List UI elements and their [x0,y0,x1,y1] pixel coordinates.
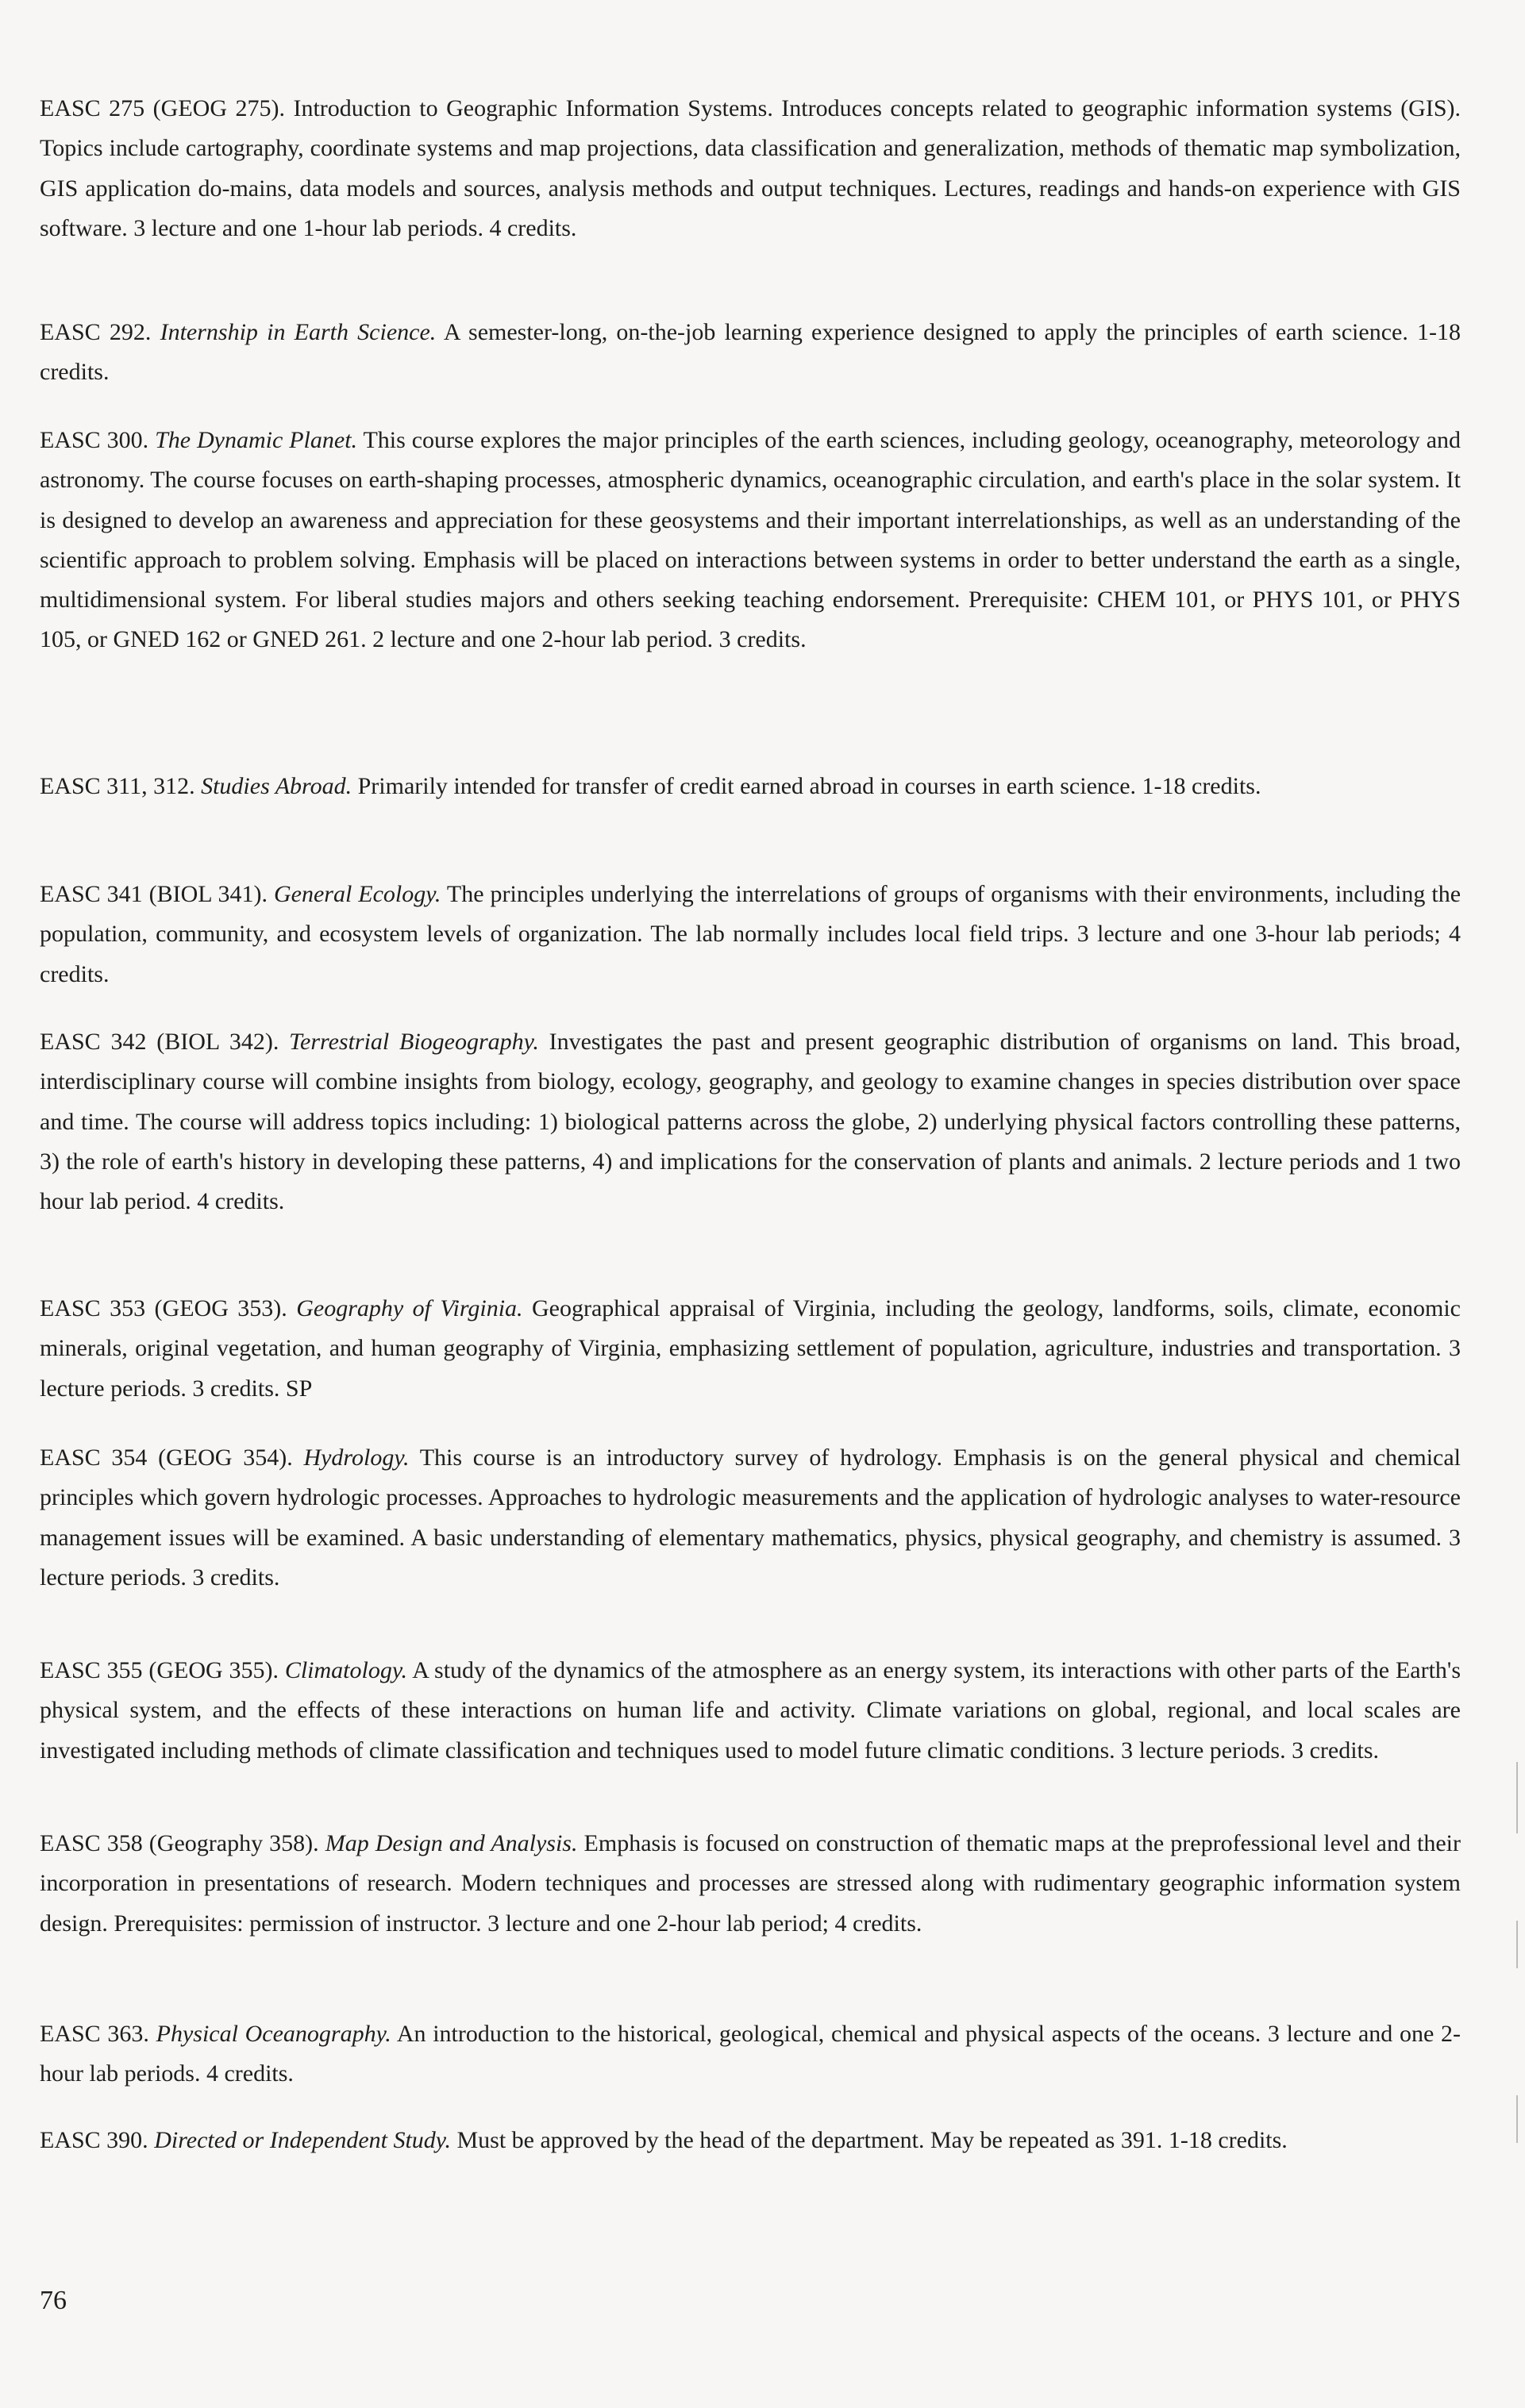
course-entry [40,1438,1461,1598]
course-entry [40,89,1461,248]
course-code: EASC 292. [40,319,152,345]
course-title: Terrestrial Biogeography. [289,1029,539,1055]
course-entry [40,2014,1461,2094]
course-description: Must be approved by the head of the department. May be repeated as 391. 1-18 credits. [456,2127,1288,2153]
course-entry [40,313,1461,393]
course-title: Hydrology. [303,1444,410,1471]
course-entry [40,421,1461,660]
course-title: Geography of Virginia. [296,1295,523,1321]
course-code: EASC 390. [40,2127,148,2153]
course-code: EASC 311, 312. [40,773,195,799]
course-code: EASC 353 (GEOG 353). [40,1295,287,1321]
course-description: Geographical appraisal of Virginia, including the geology, landforms, soils, climate, economic minerals, original vegetation, and human geography of Virginia, emphasizing settlement of population, agriculture, industries and transportation. 3 lecture periods. 3 credits. SP [40,1295,1461,1402]
course-code: EASC 342 (BIOL 342). [40,1029,279,1055]
course-entry [40,1289,1461,1409]
scan-edge-mark [1516,1762,1518,1833]
course-description: This course is an introductory survey of hydrology. Emphasis is on the general physical and chemical principles which govern hydrologic processes. Approaches to hydrologic measurements and the application of hydrologic analyses to water-resource management issues will be examined. A basic understanding of elementary mathematics, physics, physical geography, and chemistry is assumed. 3 lecture periods. 3 credits. [40,1444,1461,1591]
course-code: EASC 275 (GEOG 275). [40,95,285,121]
course-code: EASC 355 (GEOG 355). [40,1657,279,1683]
course-description: Primarily intended for transfer of credit earned abroad in courses in earth science. 1-18 credits. [357,773,1261,799]
course-entry [40,1651,1461,1771]
course-code: EASC 354 (GEOG 354). [40,1444,293,1471]
course-description: The principles underlying the interrelations of groups of organisms with their environments, including the population, community, and ecosystem levels of organization. The lab normally includes local field trips. 3 lecture and one 3-hour lab periods; 4 credits. [40,881,1461,987]
course-entry [40,767,1261,806]
course-title: Map Design and Analysis. [325,1830,578,1856]
page-number: 76 [40,2286,67,2315]
course-entry [40,1022,1461,1221]
course-title: The Dynamic Planet. [155,427,358,453]
course-title: Climatology. [284,1657,408,1683]
course-code: EASC 363. [40,2021,149,2047]
course-code: EASC 341 (BIOL 341). [40,881,268,907]
scan-edge-mark [1516,1921,1518,1968]
course-description: An introduction to the historical, geological, chemical and physical aspects of the oceans. 3 lecture and one 2-hour lab periods. 4 credits. [40,2021,1461,2087]
scan-edge-mark [1516,2095,1518,2143]
course-entry [40,875,1461,994]
course-entry [40,2121,1288,2160]
course-title: Internship in Earth Science. [160,319,437,345]
course-description: This course explores the major principles of the earth sciences, including geology, oceanography, meteorology and astronomy. The course focuses on earth-shaping processes, atmospheric dynamics, oceanographic circulation, and earth's place in the solar system. It is designed to develop an awareness and appreciation for these geosystems and their important interrelationships, as well as an understanding of the scientific approach to problem solving. Emphasis will be placed on interactions between systems in order to better understand the earth as a single, multidimensional system. For liberal studies majors and others seeking teaching endorsement. Prerequisite: CHEM 101, or PHYS 101, or PHYS 105, or GNED 162 or GNED 261. 2 lecture and one 2-hour lab period. 3 credits. [40,427,1461,653]
course-entry [40,1824,1461,1944]
course-title: Physical Oceanography. [156,2021,391,2047]
course-description: A study of the dynamics of the atmosphere as an energy system, its interactions with other parts of the Earth's physical system, and the effects of these interactions on human life and activity. Climate variations on global, regional, and local scales are investigated including methods of climate classification and techniques used to model future climatic conditions. 3 lecture periods. 3 credits. [40,1657,1461,1764]
course-description: A semester-long, on-the-job learning experience designed to apply the principles of earth science. 1-18 credits. [40,319,1461,386]
course-code: EASC 300. [40,427,149,453]
course-title: General Ecology. [273,881,441,907]
course-description: Investigates the past and present geographic distribution of organisms on land. This broad, interdisciplinary course will combine insights from biology, ecology, geography, and geology to examine changes in species distribution over space and time. The course will address topics including: 1) biological patterns across the globe, 2) underlying physical factors controlling these patterns, 3) the role of earth's history in developing these patterns, 4) and implications for the conservation of plants and animals. 2 lecture periods and 1 two hour lab period. 4 credits. [40,1029,1461,1215]
course-description: Emphasis is focused on construction of thematic maps at the preprofessional level and their incorporation in presentations of research. Modern techniques and processes are stressed along with rudimentary geographic information system design. Prerequisites: permission of instructor. 3 lecture and one 2-hour lab period; 4 credits. [40,1830,1461,1937]
course-title: Directed or Independent Study. [154,2127,451,2153]
course-title: Studies Abroad. [201,773,352,799]
course-code: EASC 358 (Geography 358). [40,1830,319,1856]
course-description: Introduction to Geographic Information Systems. Introduces concepts related to geographic information systems (GIS). Topics include cartography, coordinate systems and map projections, data classification and generalization, methods of thematic map symbolization, GIS application do-mains, data models and sources, analysis methods and output techniques. Lectures, readings and hands-on experience with GIS software. 3 lecture and one 1-hour lab periods. 4 credits. [40,95,1461,241]
